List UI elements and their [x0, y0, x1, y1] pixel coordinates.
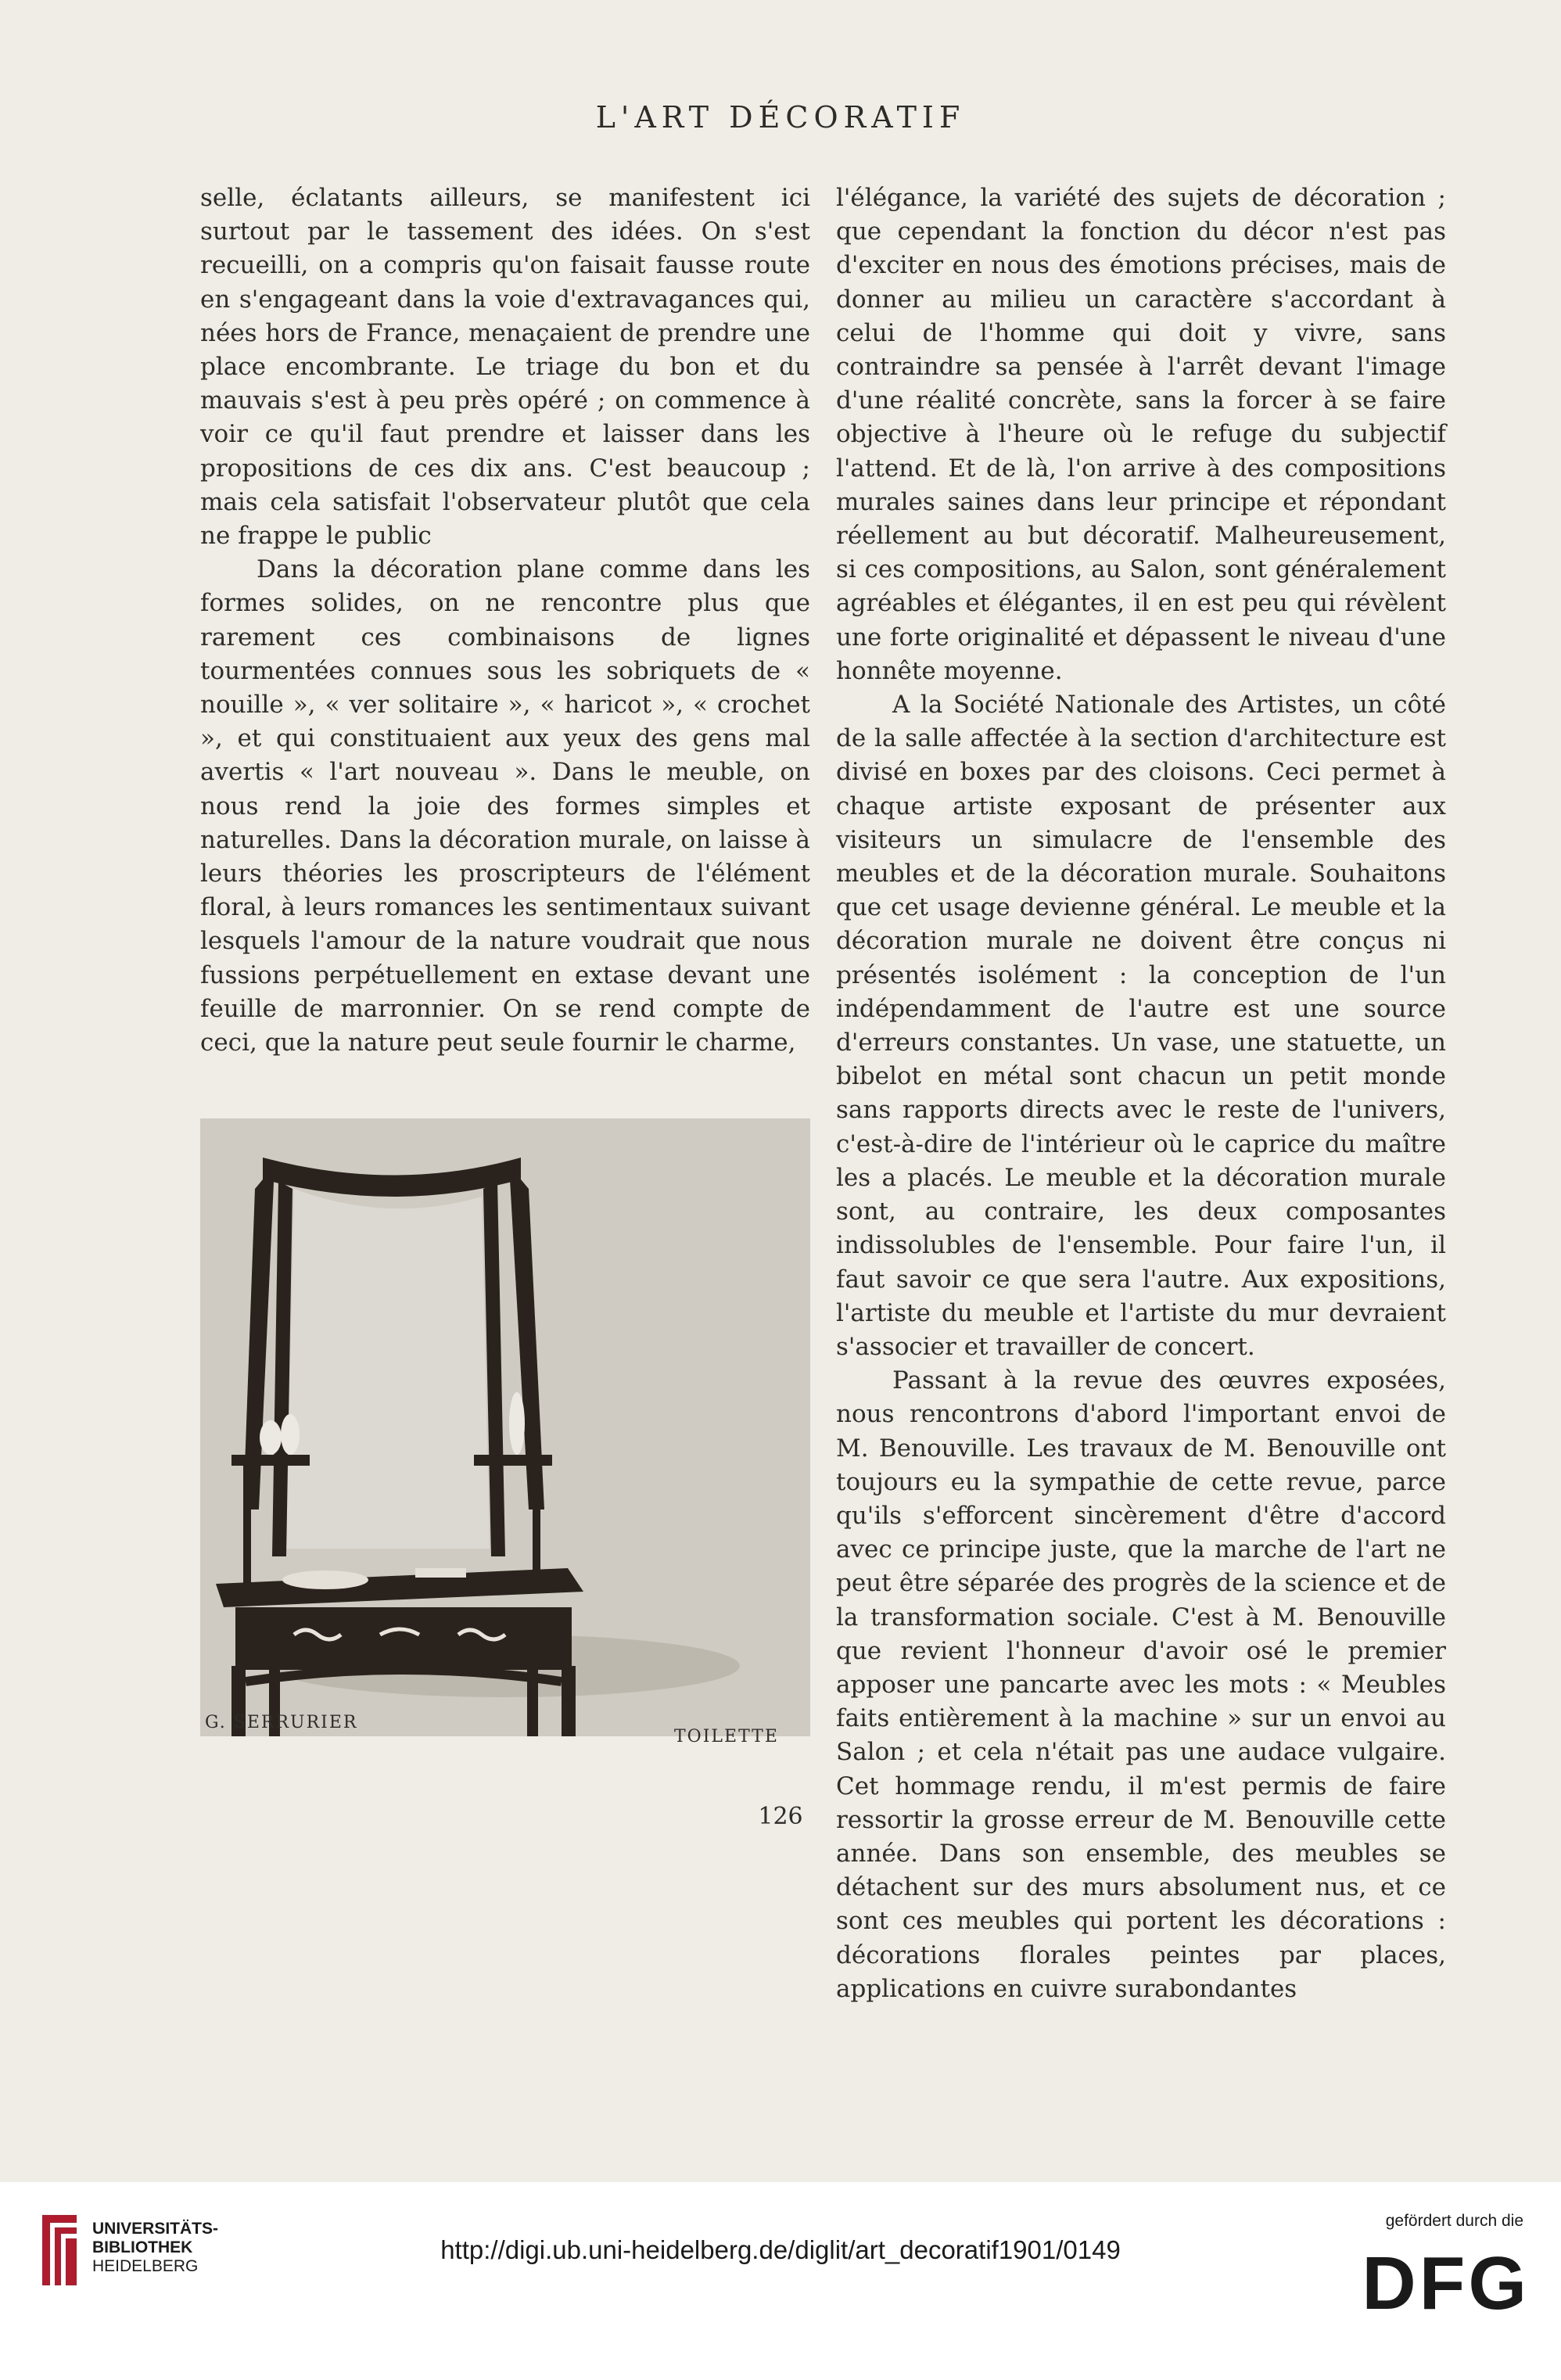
paragraph: selle, éclatants ailleurs, se manifestent ici surtout par le tassement des idées. On s'est recueilli, on a compris qu'on faisait fausse route en s'engageant dans la voie d'extravagances qui, nées hors de France, menaçaient de prendre une place encombrante. Le triage du bon et du mauvais s'est à peu près opéré ; on commence à voir ce qu'il faut prendre et laisser dans les propositions de ces dix ans. C'est beaucoup ; mais cela satisfait l'observateur plutôt que cela ne frappe le public: [200, 184, 810, 551]
funding-note: gefördert durch die: [1385, 2212, 1523, 2230]
running-title: L'ART DÉCORATIF: [595, 100, 966, 135]
paragraph: l'élégance, la variété des sujets de décoration ; que cependant la fonction du décor n'est pas d'exciter en nous des émotions précises, mais de donner au milieu un caractère s'accordant à celui de l'homme qui doit y vivre, sans contraindre sa pensée à l'arrêt devant l'image d'une réalité concrète, sans la forcer à se faire objective à l'heure où le refuge du subjectif l'attend. Et de là, l'on arrive à des compositions murales saines dans leur principe et répondant réellement au but décoratif. Malheureusement, si ces compositions, au Salon, sont généralement agréables et élégantes, il en est peu qui révèlent une forte originalité et dépassent le niveau d'une honnête moyenne.: [836, 184, 1446, 685]
source-url-link[interactable]: http://digi.ub.uni-heidelberg.de/diglit/art_decoratif1901/0149: [440, 2235, 1121, 2264]
paragraph: Dans la décoration plane comme dans les formes solides, on ne rencontre plus que rarement ces combinaisons de lignes tourmentées connues sous les sobriquets de « nouille », « ver solitaire », « haricot », « crochet », et qui constituaient aux yeux des gens mal avertis « l'art nouveau ». Dans le meuble, on nous rend la joie des formes simples et naturelles. Dans la décoration murale, on laisse à leurs théories les proscripteurs de l'élément floral, à leurs romances les sentimentaux suivant lesquels l'amour de la nature voudrait que nous fussions perpétuellement en extase devant une feuille de marronnier. On se rend compte de ceci, que la nature peut seule fournir le charme,: [200, 555, 810, 1057]
library-name-line: UNIVERSITÄTS-: [92, 2220, 219, 2238]
dfg-logo: DFG: [1362, 2242, 1530, 2325]
library-name-line: BIBLIOTHEK: [92, 2238, 193, 2256]
paragraph: Passant à la revue des œuvres exposées, nous rencontrons d'abord l'important envoi de M. Benouville. Les travaux de M. Benouville ont toujours eu la sympathie de cette revue, parce qu'ils s'efforcent sincèrement d'être d'accord avec ce principe juste, que la marche de l'art ne peut être séparée des progrès de la science et de la transformation sociale. C'est à M. Benouville que revient l'honneur d'avoir osé le premier apposer une pancarte avec les mots : « Meubles faits entièrement à la machine » sur un envoi au Salon ; et cela n'était pas une audace vulgaire. Cet hommage rendu, il m'est permis de faire ressortir la grosse erreur de M. Benouville cette année. Dans son ensemble, des meubles se détachent sur des murs absolument nus, et ce sont ces meubles qui portent les décorations : décorations florales peintes par places, applications en cuivre surabondantes: [836, 1366, 1446, 2003]
furniture-photo: [200, 1118, 810, 1736]
figure-caption-title: TOILETTE: [674, 1727, 779, 1746]
page-number: 126: [758, 1803, 803, 1830]
library-name-line: HEIDELBERG: [92, 2257, 199, 2275]
dressing-table-illustration: [200, 1118, 810, 1736]
right-column: [836, 181, 1446, 2006]
left-column: [200, 181, 810, 1060]
footer-bar: [0, 2182, 1561, 2380]
figure-caption-artist: G. SERRURIER: [205, 1713, 358, 1732]
paragraph: A la Société Nationale des Artistes, un côté de la salle affectée à la section d'architecture est divisé en boxes par des cloisons. Ceci permet à chaque artiste exposant de présenter aux visiteurs un simulacre de l'ensemble des meubles et de la décoration murale. Souhaitons que cet usage devienne général. Le meuble et la décoration murale ne doivent être conçus ni présentés isolément : la conception de l'un indépendamment de l'autre est une source d'erreurs constantes. Un vase, une statuette, un bibelot en métal sont chacun un petit monde sans rapports directs avec le reste de l'univers, c'est-à-dire de l'intérieur où le caprice du maître les a placés. Le meuble et la décoration murale sont, au contraire, les deux composantes indissolubles de l'ensemble. Pour faire l'un, il faut savoir ce que sera l'autre. Aux expositions, l'artiste du meuble et l'artiste du mur devraient s'associer et travailler de concert.: [836, 691, 1446, 1361]
